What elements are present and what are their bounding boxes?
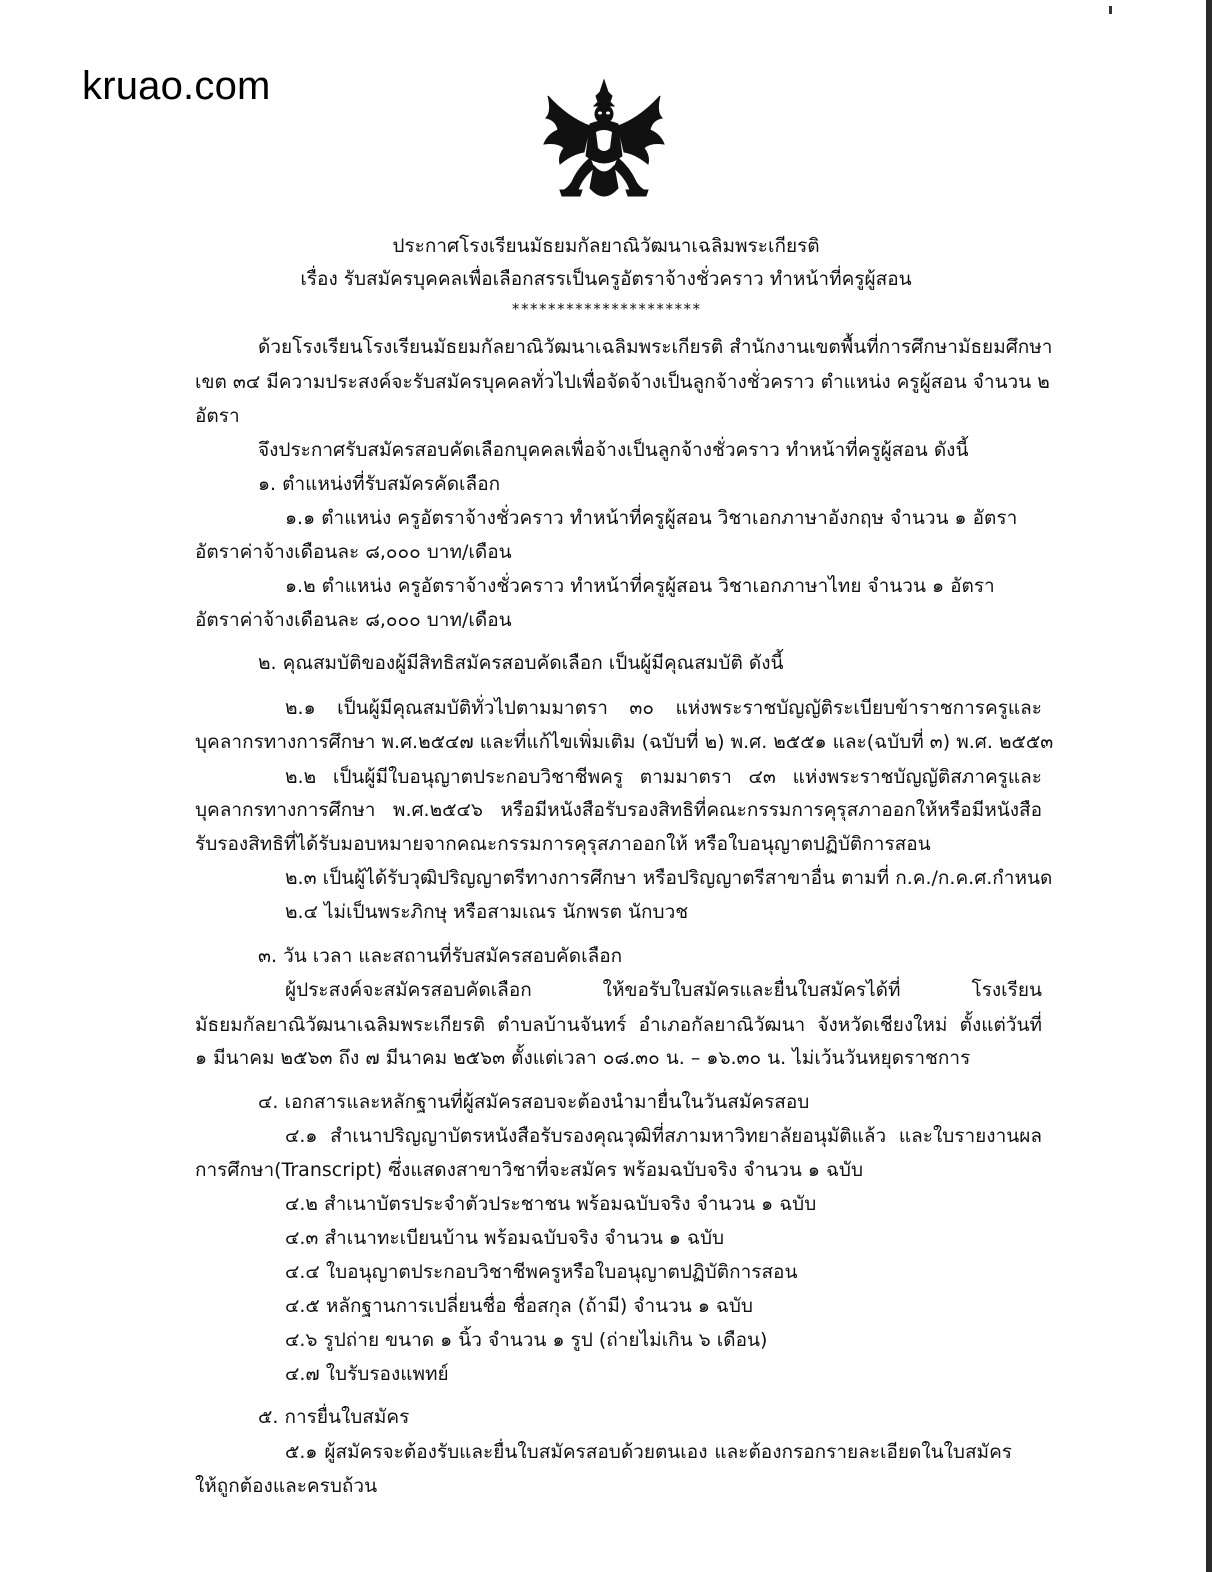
list-item: ๔.๕ หลักฐานการเปลี่ยนชื่อ ชื่อสกุล (ถ้ามี) จำนวน ๑ ฉบับ xyxy=(285,1295,753,1317)
title-separator: ********************* xyxy=(511,300,701,318)
garuda-emblem-icon xyxy=(538,78,670,206)
paragraph-line: ด้วยโรงเรียนโรงเรียนมัธยมกัลยาณิวัฒนาเฉลิมพระเกียรติ สำนักงานเขตพื้นที่การศึกษามัธยมศึกษา xyxy=(258,336,1053,358)
paragraph-line: ๕.๑ ผู้สมัครจะต้องรับและยื่นใบสมัครสอบด้วยตนเอง และต้องกรอกรายละเอียดในใบสมัคร xyxy=(285,1441,1012,1463)
paragraph-line: การศึกษา(Transcript) ซึ่งแสดงสาขาวิชาที่จะสมัคร พร้อมฉบับจริง จำนวน ๑ ฉบับ xyxy=(195,1159,864,1181)
paragraph-line: ๒.๔ ไม่เป็นพระภิกษุ หรือสามเณร นักพรต นักบวช xyxy=(285,901,689,923)
paragraph-line: ๒.๑ เป็นผู้มีคุณสมบัติทั่วไปตามมาตรา ๓๐ แห่งพระราชบัญญัติระเบียบข้าราชการครูและ xyxy=(285,697,1042,719)
paragraph-line: รับรองสิทธิที่ได้รับมอบหมายจากคณะกรรมการคุรุสภาออกให้ หรือใบอนุญาตปฏิบัติการสอน xyxy=(195,833,931,855)
list-item: ๔.๓ สำเนาทะเบียนบ้าน พร้อมฉบับจริง จำนวน ๑ ฉบับ xyxy=(285,1227,725,1249)
paragraph-line: ๑.๒ ตำแหน่ง ครูอัตราจ้างชั่วคราว ทำหน้าที่ครูผู้สอน วิชาเอกภาษาไทย จำนวน ๑ อัตรา xyxy=(285,575,995,597)
paragraph-line: ผู้ประสงค์จะสมัครสอบคัดเลือก ให้ขอรับใบสมัครและยื่นใบสมัครได้ที่ โรงเรียน xyxy=(285,979,1042,1001)
scan-mark xyxy=(1109,6,1112,14)
list-item: ๔.๗ ใบรับรองแพทย์ xyxy=(285,1363,449,1385)
paragraph-line: มัธยมกัลยาณิวัฒนาเฉลิมพระเกียรติ ตำบลบ้านจันทร์ อำเภอกัลยาณิวัฒนา จังหวัดเชียงใหม่ ตั้งแต่วันที่ xyxy=(195,1014,1042,1036)
section-heading: ๑. ตำแหน่งที่รับสมัครคัดเลือก xyxy=(258,473,501,495)
paragraph-line: เขต ๓๔ มีความประสงค์จะรับสมัครบุคคลทั่วไปเพื่อจัดจ้างเป็นลูกจ้างชั่วคราว ตำแหน่ง ครูผู้สอน จำนวน ๒ xyxy=(195,371,1050,393)
list-item: ๔.๒ สำเนาบัตรประจำตัวประชาชน พร้อมฉบับจริง จำนวน ๑ ฉบับ xyxy=(285,1193,817,1215)
paragraph-line: อัตรา xyxy=(195,405,240,427)
list-item: ๔.๖ รูปถ่าย ขนาด ๑ นิ้ว จำนวน ๑ รูป (ถ่ายไม่เกิน ๖ เดือน) xyxy=(285,1329,768,1351)
paragraph-line: ๒.๒ เป็นผู้มีใบอนุญาตประกอบวิชาชีพครู ตามมาตรา ๔๓ แห่งพระราชบัญญัติสภาครูและ xyxy=(285,766,1042,788)
paragraph-line: บุคลากรทางการศึกษา พ.ศ.๒๕๔๗ และที่แก้ไขเพิ่มเติม (ฉบับที่ ๒) พ.ศ. ๒๕๕๑ และ(ฉบับที่ ๓) พ.ศ. ๒๕๕๓ xyxy=(195,731,1054,753)
paragraph-line: บุคลากรทางการศึกษา พ.ศ.๒๕๔๖ หรือมีหนังสือรับรองสิทธิที่คณะกรรมการคุรุสภาออกให้หรือมีหนังสือ xyxy=(195,799,1042,821)
paragraph-line: ๒.๓ เป็นผู้ได้รับวุฒิปริญญาตรีทางการศึกษา หรือปริญญาตรีสาขาอื่น ตามที่ ก.ค./ก.ค.ศ.กำหนด xyxy=(285,867,1053,889)
section-heading: ๕. การยื่นใบสมัคร xyxy=(258,1406,410,1428)
paragraph-line: ๑ มีนาคม ๒๕๖๓ ถึง ๗ มีนาคม ๒๕๖๓ ตั้งแต่เวลา ๐๘.๓๐ น. – ๑๖.๓๐ น. ไม่เว้นวันหยุดราชการ xyxy=(195,1047,971,1069)
section-heading: ๔. เอกสารและหลักฐานที่ผู้สมัครสอบจะต้องนำมายื่นในวันสมัครสอบ xyxy=(258,1091,810,1113)
paragraph-line: อัตราค่าจ้างเดือนละ ๘,๐๐๐ บาท/เดือน xyxy=(195,609,512,631)
paragraph-line: ให้ถูกต้องและครบถ้วน xyxy=(195,1475,378,1497)
paragraph-line: ๔.๑ สำเนาปริญญาบัตรหนังสือรับรองคุณวุฒิที่สภามหาวิทยาลัยอนุมัติแล้ว และใบรายงานผล xyxy=(285,1125,1042,1147)
page-subject: เรื่อง รับสมัครบุคคลเพื่อเลือกสรรเป็นครูอัตราจ้างชั่วคราว ทำหน้าที่ครูผู้สอน xyxy=(300,268,912,290)
watermark: kruao.com xyxy=(82,64,271,108)
page-title: ประกาศโรงเรียนมัธยมกัลยาณิวัฒนาเฉลิมพระเกียรติ xyxy=(392,235,820,257)
list-item: ๔.๔ ใบอนุญาตประกอบวิชาชีพครูหรือใบอนุญาตปฏิบัติการสอน xyxy=(285,1261,798,1283)
section-heading: ๓. วัน เวลา และสถานที่รับสมัครสอบคัดเลือก xyxy=(258,945,623,967)
section-heading: ๒. คุณสมบัติของผู้มีสิทธิสมัครสอบคัดเลือก เป็นผู้มีคุณสมบัติ ดังนี้ xyxy=(258,652,784,674)
paragraph-line: อัตราค่าจ้างเดือนละ ๘,๐๐๐ บาท/เดือน xyxy=(195,541,512,563)
paragraph-line: จึงประกาศรับสมัครสอบคัดเลือกบุคคลเพื่อจ้างเป็นลูกจ้างชั่วคราว ทำหน้าที่ครูผู้สอน ดังนี้ xyxy=(258,439,969,461)
paragraph-line: ๑.๑ ตำแหน่ง ครูอัตราจ้างชั่วคราว ทำหน้าที่ครูผู้สอน วิชาเอกภาษาอังกฤษ จำนวน ๑ อัตรา xyxy=(285,507,1018,529)
